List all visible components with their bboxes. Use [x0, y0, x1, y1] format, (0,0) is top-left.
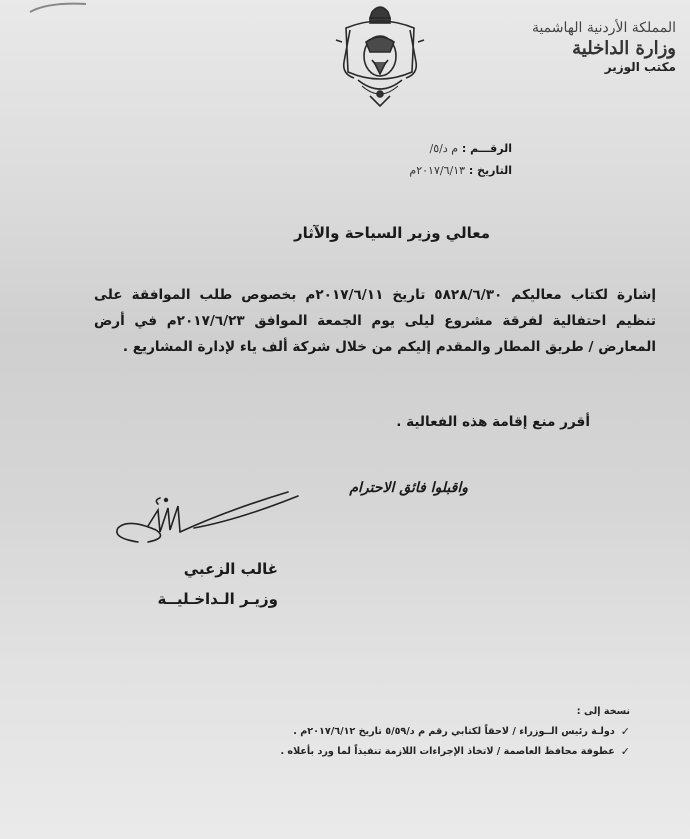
ministry-header	[516, 20, 676, 75]
list-item	[190, 742, 630, 762]
ministry-name: وزارة الداخلية	[572, 37, 676, 59]
list-item	[190, 722, 630, 742]
check-icon: ✓	[620, 745, 630, 758]
kingdom-name: المملكة الأردنية الهاشمية	[531, 20, 676, 36]
reference-block	[352, 138, 512, 182]
signatory-title: وزيـر الـداخـليــة	[157, 590, 278, 608]
reference-date-label: التاريخ :	[468, 164, 512, 177]
jordan-coat-of-arms-emblem	[332, 2, 428, 110]
copies-heading: نسخة إلى :	[576, 706, 630, 717]
reference-number-row	[352, 138, 512, 160]
office-name: مكتب الوزير	[604, 60, 676, 74]
reference-number-label: الرقـــم :	[461, 142, 512, 155]
letter-body-paragraph: إشارة لكتاب معاليكم ٥٨٢٨/٦/٣٠ تاريخ ٢٠١٧/٦/١١م بخصوص طلب الموافقة على تنظيم احتفالية لفرقة مشروع ليلى يوم الجمعة الموافق ٢٠١٧/٦/٢٣م في أرض المعارض / طريق المطار والمقدم إليكم من خلال شركة ألف ياء لإدارة المشاريع .	[94, 287, 656, 355]
reference-date-row	[352, 160, 512, 182]
closing-salutation: واقبلوا فائق الاحترام	[349, 480, 468, 496]
addressee: معالي وزير السياحة والآثار	[293, 224, 490, 242]
signatory-name: غالب الزعبي	[183, 560, 278, 578]
copy-recipient: دولـة رئيس الــوزراء / لاحقاً لكتابي رقم م د/٥/٥٩ تاريخ ٢٠١٧/٦/١٢م .	[293, 726, 615, 737]
copies-list	[190, 702, 630, 762]
handwritten-signature	[108, 486, 408, 566]
scan-smudge	[28, 0, 88, 14]
copy-recipient: عطوفة محافظ العاصمة / لاتخاذ الإجراءات اللازمة تنفيذاً لما ورد بأعلاه .	[280, 746, 615, 757]
check-icon: ✓	[620, 725, 630, 738]
reference-number-value: م د/٥/	[429, 142, 459, 155]
reference-date-value: ٢٠١٧/٦/١٣م	[409, 164, 466, 177]
decision-paragraph: أقرر منع إقامة هذه الفعالية .	[396, 414, 590, 430]
